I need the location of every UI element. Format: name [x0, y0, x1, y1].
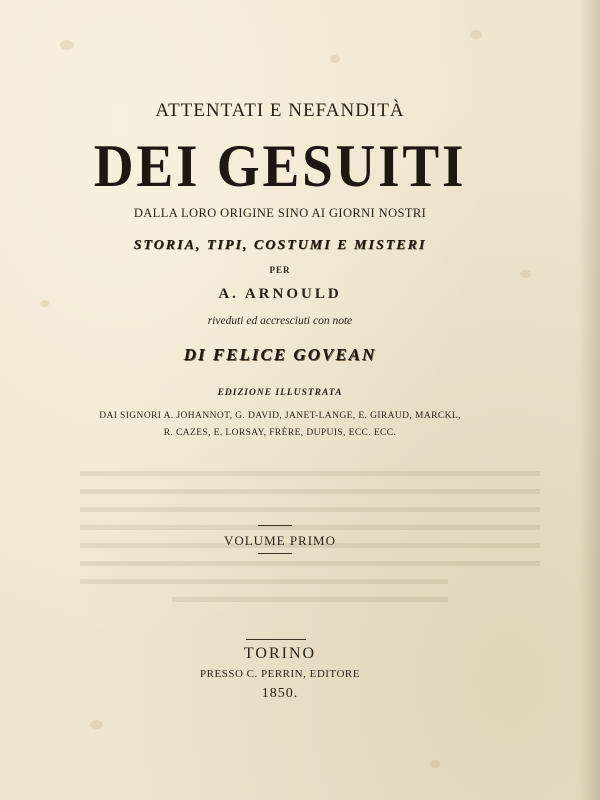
publisher: PRESSO C. PERRIN, EDITORE: [200, 668, 360, 680]
edition-label: EDIZIONE ILLUSTRATA: [217, 388, 343, 398]
page-edge-shadow: [578, 0, 600, 800]
per-label: PER: [269, 265, 291, 275]
paper-stain: [90, 720, 103, 729]
subtitle: DALLA LORO ORIGINE SINO AI GIORNI NOSTRI: [133, 206, 427, 220]
volume-label: VOLUME PRIMO: [223, 533, 337, 548]
divider-rule: [246, 639, 306, 640]
paper-stain: [470, 30, 482, 39]
author-name: A. ARNOULD: [218, 286, 342, 302]
city: TORINO: [243, 645, 317, 662]
illustrators-line-1: DAI SIGNORI A. JOHANNOT, G. DAVID, JANET-LANGE, E. GIRAUD, MARCKL,: [99, 411, 461, 421]
divider-rule: [258, 553, 292, 554]
bleed-through-text: [80, 465, 540, 675]
year: 1850.: [261, 686, 299, 701]
paper-stain: [60, 40, 74, 50]
paper-stain: [330, 55, 340, 63]
main-title: DEI GESUITI: [93, 133, 467, 199]
divider-rule: [258, 525, 292, 526]
illustrators-line-2: R. CAZES, E. LORSAY, FRÈRE, DUPUIS, ECC. ECC.: [163, 428, 397, 438]
notes-line: riveduti ed accresciuti con note: [207, 315, 353, 327]
paper-stain: [430, 760, 440, 768]
pre-title: ATTENTATI E NEFANDITÀ: [155, 100, 405, 121]
annotator-name: DI FELICE GOVEAN: [183, 345, 377, 364]
decorative-subtitle: STORIA, TIPI, COSTUMI E MISTERI: [133, 238, 427, 253]
